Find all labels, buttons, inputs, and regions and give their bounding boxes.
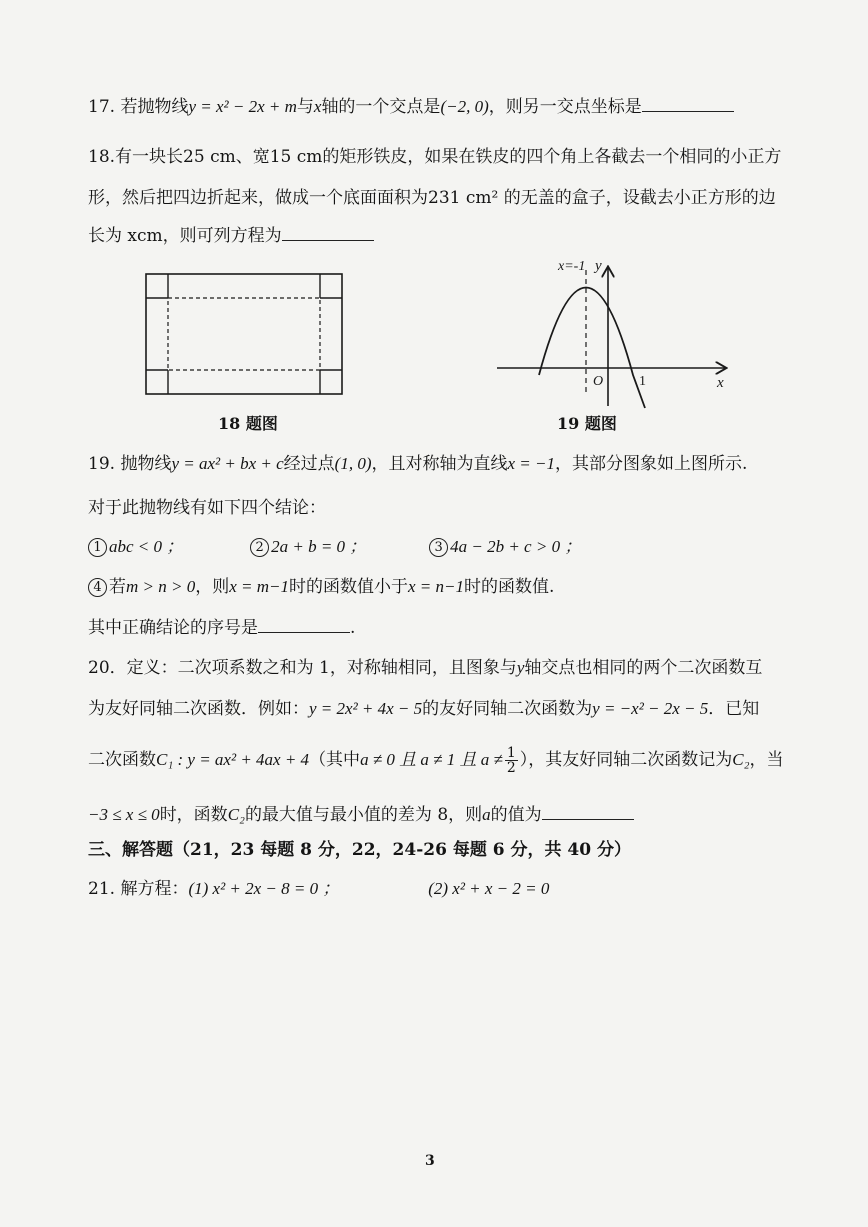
fig19-one-label: 1: [639, 374, 646, 389]
q18-line1: 18.有一块长25 cm、宽15 cm的矩形铁皮，如果在铁皮的四个角上各截去一个相同的小正方: [88, 147, 782, 167]
q17-suffix: ，则另一交点坐标是: [488, 97, 642, 117]
conclusion-4-text: 时的函数值.: [464, 577, 555, 597]
q20-line3: [88, 746, 783, 775]
q20-text: ，当: [749, 750, 784, 770]
q20-c2: C₂: [227, 805, 245, 824]
conclusion-3-expr: 4a − 2b + c > 0 ；: [450, 537, 582, 556]
fig18-diagram: [142, 270, 352, 400]
fig19-origin-label: O: [593, 374, 604, 389]
q20-text: 的友好同轴二次函数为: [422, 699, 593, 719]
q19-point: (1, 0): [334, 454, 372, 473]
conclusion-2-expr: 2a + b = 0 ；: [271, 537, 367, 556]
q20-text: 为友好同轴二次函数．例如：: [88, 699, 309, 719]
q17-prefix: 17. 若抛物线: [88, 97, 189, 117]
q18-line3-text: 长为 xcm，则可列方程为: [88, 226, 282, 246]
section-3-title: 三、解答题（21，23 每题 8 分，22，24-26 每题 6 分，共 40 分）: [88, 840, 632, 860]
conclusion-2-number: 2: [250, 538, 269, 557]
q20-example-expr: y = −x² − 2x − 5: [592, 699, 709, 718]
q19-expr: y = ax² + bx + c: [171, 454, 284, 473]
fig19-y-label: y: [595, 258, 602, 274]
q19-conclusions-row: [88, 535, 581, 559]
q19-prefix: 19. 抛物线: [88, 454, 172, 474]
q19-axis: x = −1: [507, 454, 555, 473]
q17-expr: y = x² − 2x + m: [188, 97, 297, 116]
q18-line2: 形，然后把四边折起来，做成一个底面面积为231 cm² 的无盖的盒子，设截去小正方形的边: [88, 188, 776, 208]
q21-part2: (2) x² + x − 2 = 0: [428, 879, 550, 898]
q19-ask: 其中正确结论的序号是 .: [88, 614, 355, 640]
conclusion-4-number: 4: [88, 578, 107, 597]
q20-text: 时，函数: [159, 805, 228, 825]
conclusion-3-number: 3: [429, 538, 448, 557]
conclusion-4-text: ，则: [195, 577, 230, 597]
q19-mid2: ，且对称轴为直线: [371, 454, 508, 474]
q19-suffix: ，其部分图象如上图所示.: [554, 454, 748, 474]
q20-text: 20．定义：二次项系数之和为 1，对称轴相同，且图象与: [88, 658, 517, 678]
q20-c1-expr: C₁ : y = ax² + 4ax + 4: [156, 750, 310, 769]
q20-fraction: [505, 746, 518, 775]
q20-text: 轴交点也相同的两个二次函数互: [524, 658, 763, 678]
conclusion-1-number: 1: [88, 538, 107, 557]
fraction-denominator: 2: [506, 760, 516, 776]
q17-mid2: 轴的一个交点是: [321, 97, 441, 117]
q20-example-expr: y = 2x² + 4x − 5: [309, 699, 423, 718]
q18-answer-blank[interactable]: [282, 222, 374, 241]
q17-mid: 与: [296, 97, 314, 117]
page-number: 3: [425, 1153, 435, 1169]
conclusion-4-expr: m > n > 0: [126, 577, 196, 596]
q20-range: −3 ≤ x ≤ 0: [88, 805, 160, 824]
q21-prefix: 21. 解方程：: [88, 879, 189, 899]
q19-line2: 对于此抛物线有如下四个结论：: [88, 498, 326, 518]
fig19-caption: 19 题图: [557, 414, 617, 433]
q20-text: ．已知: [708, 699, 760, 719]
q21-part1: (1) x² + 2x − 8 = 0 ；: [188, 879, 340, 898]
q20-text: 二次函数: [88, 750, 156, 770]
conclusion-4-expr: x = n−1: [408, 577, 464, 596]
conclusion-1-expr: abc < 0 ；: [109, 537, 184, 556]
conclusion-4-expr: x = m−1: [229, 577, 289, 596]
q18-line3: [88, 222, 374, 248]
q20-c2: C₂: [732, 750, 750, 769]
q20-text: ），其友好同轴二次函数记为: [519, 750, 733, 770]
fig19-diagram: [495, 250, 745, 410]
q20-condition: a ≠ 0 且 a ≠ 1 且 a ≠: [360, 750, 503, 769]
q19-mid: 经过点: [283, 454, 335, 474]
q17-answer-blank[interactable]: [642, 93, 734, 112]
q19-line1: [88, 452, 747, 476]
fig18-caption: 18 题图: [218, 414, 278, 433]
q20-text: 的最大值与最小值的差为 8，则: [244, 805, 483, 825]
q19-ask-text: 其中正确结论的序号是: [88, 618, 258, 638]
q20-text: 的值为: [490, 805, 542, 825]
fig19-x-label: x: [717, 375, 724, 391]
conclusion-4-text: 时的函数值小于: [289, 577, 408, 597]
fig18-outer-rect: [146, 274, 342, 394]
fig19-parabola: [539, 288, 645, 409]
fig18-fold-rect: [168, 298, 320, 370]
q19-answer-blank[interactable]: [258, 614, 350, 633]
q20-answer-blank[interactable]: [542, 801, 634, 820]
q21-line: [88, 877, 549, 901]
q20-line2: [88, 697, 759, 721]
q20-var: y: [516, 658, 525, 677]
q17-point: (−2, 0): [440, 97, 489, 116]
q17-line: [88, 93, 734, 119]
fraction-numerator: 1: [506, 745, 516, 761]
conclusion-4-text: 若: [109, 577, 126, 597]
q20-line1: [88, 656, 762, 680]
q19-conclusion-4: [88, 575, 554, 599]
fig19-symmetry-label: x=-1: [558, 259, 586, 274]
q20-line4: [88, 801, 634, 827]
q17-var: x: [313, 97, 322, 116]
q20-text: （其中: [309, 750, 361, 770]
q20-var: a: [482, 805, 491, 824]
